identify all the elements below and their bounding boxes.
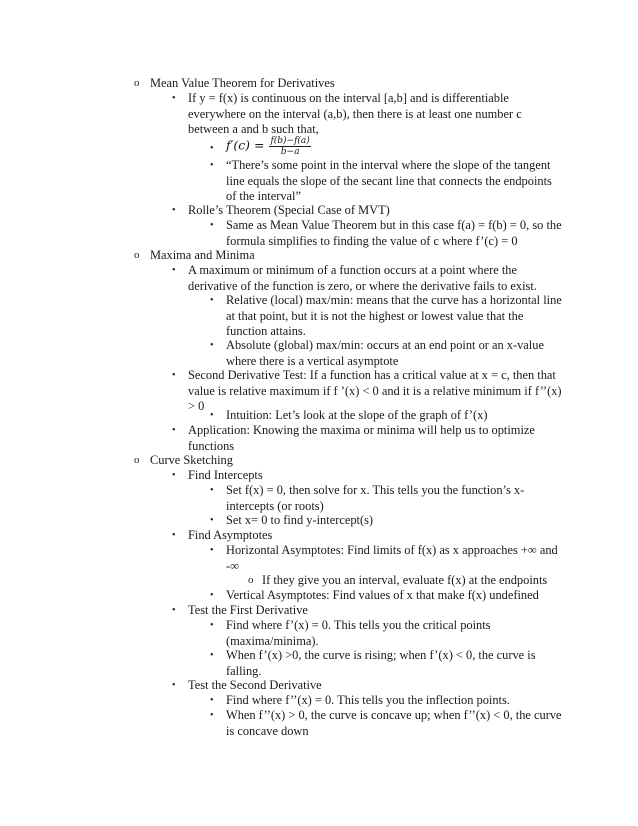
list-item <box>172 263 564 294</box>
list-item-text: Intuition: Let’s look at the slope of the graph of f’(x) <box>226 408 488 422</box>
list-item-text: Absolute (global) max/min: occurs at an end point or an x-value where there is a vertical asymptote <box>226 338 544 368</box>
list-item <box>172 528 564 544</box>
list-item-text: Test the First Derivative <box>188 603 308 617</box>
list-item-text: Second Derivative Test: If a function has a critical value at x = c, then that value is relative maximum if f ’(x) < 0 and it is a relative minimum if f’’(x) > 0 <box>188 368 562 413</box>
list-item-text: Relative (local) max/min: means that the curve has a horizontal line at that point, but it is not the highest or lowest value that the function attains. <box>226 293 562 338</box>
formula-lhs: f′(c) = <box>226 137 265 153</box>
list-item <box>210 293 564 340</box>
bullet-icon: • <box>210 590 214 601</box>
formula-item <box>210 136 564 157</box>
bullet-icon: • <box>210 143 214 154</box>
bullet-icon: • <box>210 545 214 556</box>
list-item-text: A maximum or minimum of a function occurs at a point where the derivative of the function is zero, or where the derivative fails to exist. <box>188 263 537 293</box>
list-item <box>210 483 564 514</box>
list-item-text: Vertical Asymptotes: Find values of x that make f(x) undefined <box>226 588 539 602</box>
list-item <box>210 513 564 529</box>
bullet-icon: • <box>172 370 176 381</box>
bullet-icon: • <box>210 695 214 706</box>
list-item-text: Find Asymptotes <box>188 528 273 542</box>
bullet-icon: • <box>210 515 214 526</box>
list-item <box>172 678 564 694</box>
list-item-text: Same as Mean Value Theorem but in this case f(a) = f(b) = 0, so the formula simplifies to finding the value of c where f’(c) = 0 <box>226 218 562 248</box>
bullet-icon: • <box>210 485 214 496</box>
hollow-bullet-icon: o <box>134 454 140 466</box>
bullet-icon: • <box>210 710 214 721</box>
list-item <box>172 203 564 219</box>
list-item <box>172 468 564 484</box>
bullet-icon: • <box>172 205 176 216</box>
list-item <box>172 91 564 138</box>
section-heading-maxima <box>134 248 604 264</box>
hollow-bullet-icon: o <box>248 574 254 586</box>
list-item <box>248 573 568 589</box>
formula-denominator: b−a <box>280 147 300 157</box>
list-item-text: Test the Second Derivative <box>188 678 322 692</box>
list-item-text: “There’s some point in the interval where the slope of the tangent line equals the slope of the secant line that connects the endpoints of the interval” <box>226 158 552 203</box>
list-item <box>210 693 564 709</box>
heading-text: Mean Value Theorem for Derivatives <box>150 76 335 90</box>
bullet-icon: • <box>172 605 176 616</box>
bullet-icon: • <box>210 160 214 171</box>
list-item-text: If y = f(x) is continuous on the interval [a,b] and is differentiable everywhere on the interval (a,b), then there is at least one number c between a and b such that, <box>188 91 522 136</box>
bullet-icon: • <box>172 265 176 276</box>
list-item-text: Find where f’’(x) = 0. This tells you the inflection points. <box>226 693 510 707</box>
list-item-text: When f’(x) >0, the curve is rising; when f’(x) < 0, the curve is falling. <box>226 648 536 678</box>
mvt-formula <box>226 136 564 157</box>
list-item <box>210 158 564 205</box>
list-item-text: Rolle’s Theorem (Special Case of MVT) <box>188 203 390 217</box>
formula-fraction <box>269 136 310 157</box>
list-item <box>210 588 570 604</box>
list-item-text: Set x= 0 to find y-intercept(s) <box>226 513 374 527</box>
bullet-icon: • <box>172 425 176 436</box>
hollow-bullet-icon: o <box>134 249 140 261</box>
list-item <box>172 603 564 619</box>
heading-text: Maxima and Minima <box>150 248 255 262</box>
hollow-bullet-icon: o <box>134 77 140 89</box>
list-item <box>210 408 564 424</box>
list-item <box>210 338 564 369</box>
list-item-text: Find Intercepts <box>188 468 263 482</box>
bullet-icon: • <box>172 530 176 541</box>
bullet-icon: • <box>210 410 214 421</box>
list-item <box>210 708 564 739</box>
list-item <box>210 648 564 679</box>
list-item-text: Find where f’(x) = 0. This tells you the critical points (maxima/minima). <box>226 618 491 648</box>
bullet-icon: • <box>172 680 176 691</box>
bullet-icon: • <box>210 295 214 306</box>
section-heading-curve-sketching <box>134 453 604 469</box>
list-item-text: Set f(x) = 0, then solve for x. This tells you the function’s x-intercepts (or roots) <box>226 483 525 513</box>
list-item <box>172 423 564 454</box>
heading-text: Curve Sketching <box>150 453 233 467</box>
list-item <box>210 218 564 249</box>
section-heading-mvt <box>134 76 604 92</box>
list-item-text: Application: Knowing the maxima or minima will help us to optimize functions <box>188 423 535 453</box>
list-item <box>210 543 570 574</box>
list-item-text: If they give you an interval, evaluate f(x) at the endpoints <box>262 573 548 587</box>
bullet-icon: • <box>210 620 214 631</box>
bullet-icon: • <box>210 340 214 351</box>
list-item-text: Horizontal Asymptotes: Find limits of f(x) as x approaches +∞ and -∞ <box>226 543 558 573</box>
list-item <box>210 618 564 649</box>
formula-numerator: f(b)−f(a) <box>270 136 310 146</box>
bullet-icon: • <box>210 650 214 661</box>
list-item-text: When f’’(x) > 0, the curve is concave up; when f’’(x) < 0, the curve is concave down <box>226 708 562 738</box>
bullet-icon: • <box>172 93 176 104</box>
bullet-icon: • <box>210 220 214 231</box>
bullet-icon: • <box>172 470 176 481</box>
